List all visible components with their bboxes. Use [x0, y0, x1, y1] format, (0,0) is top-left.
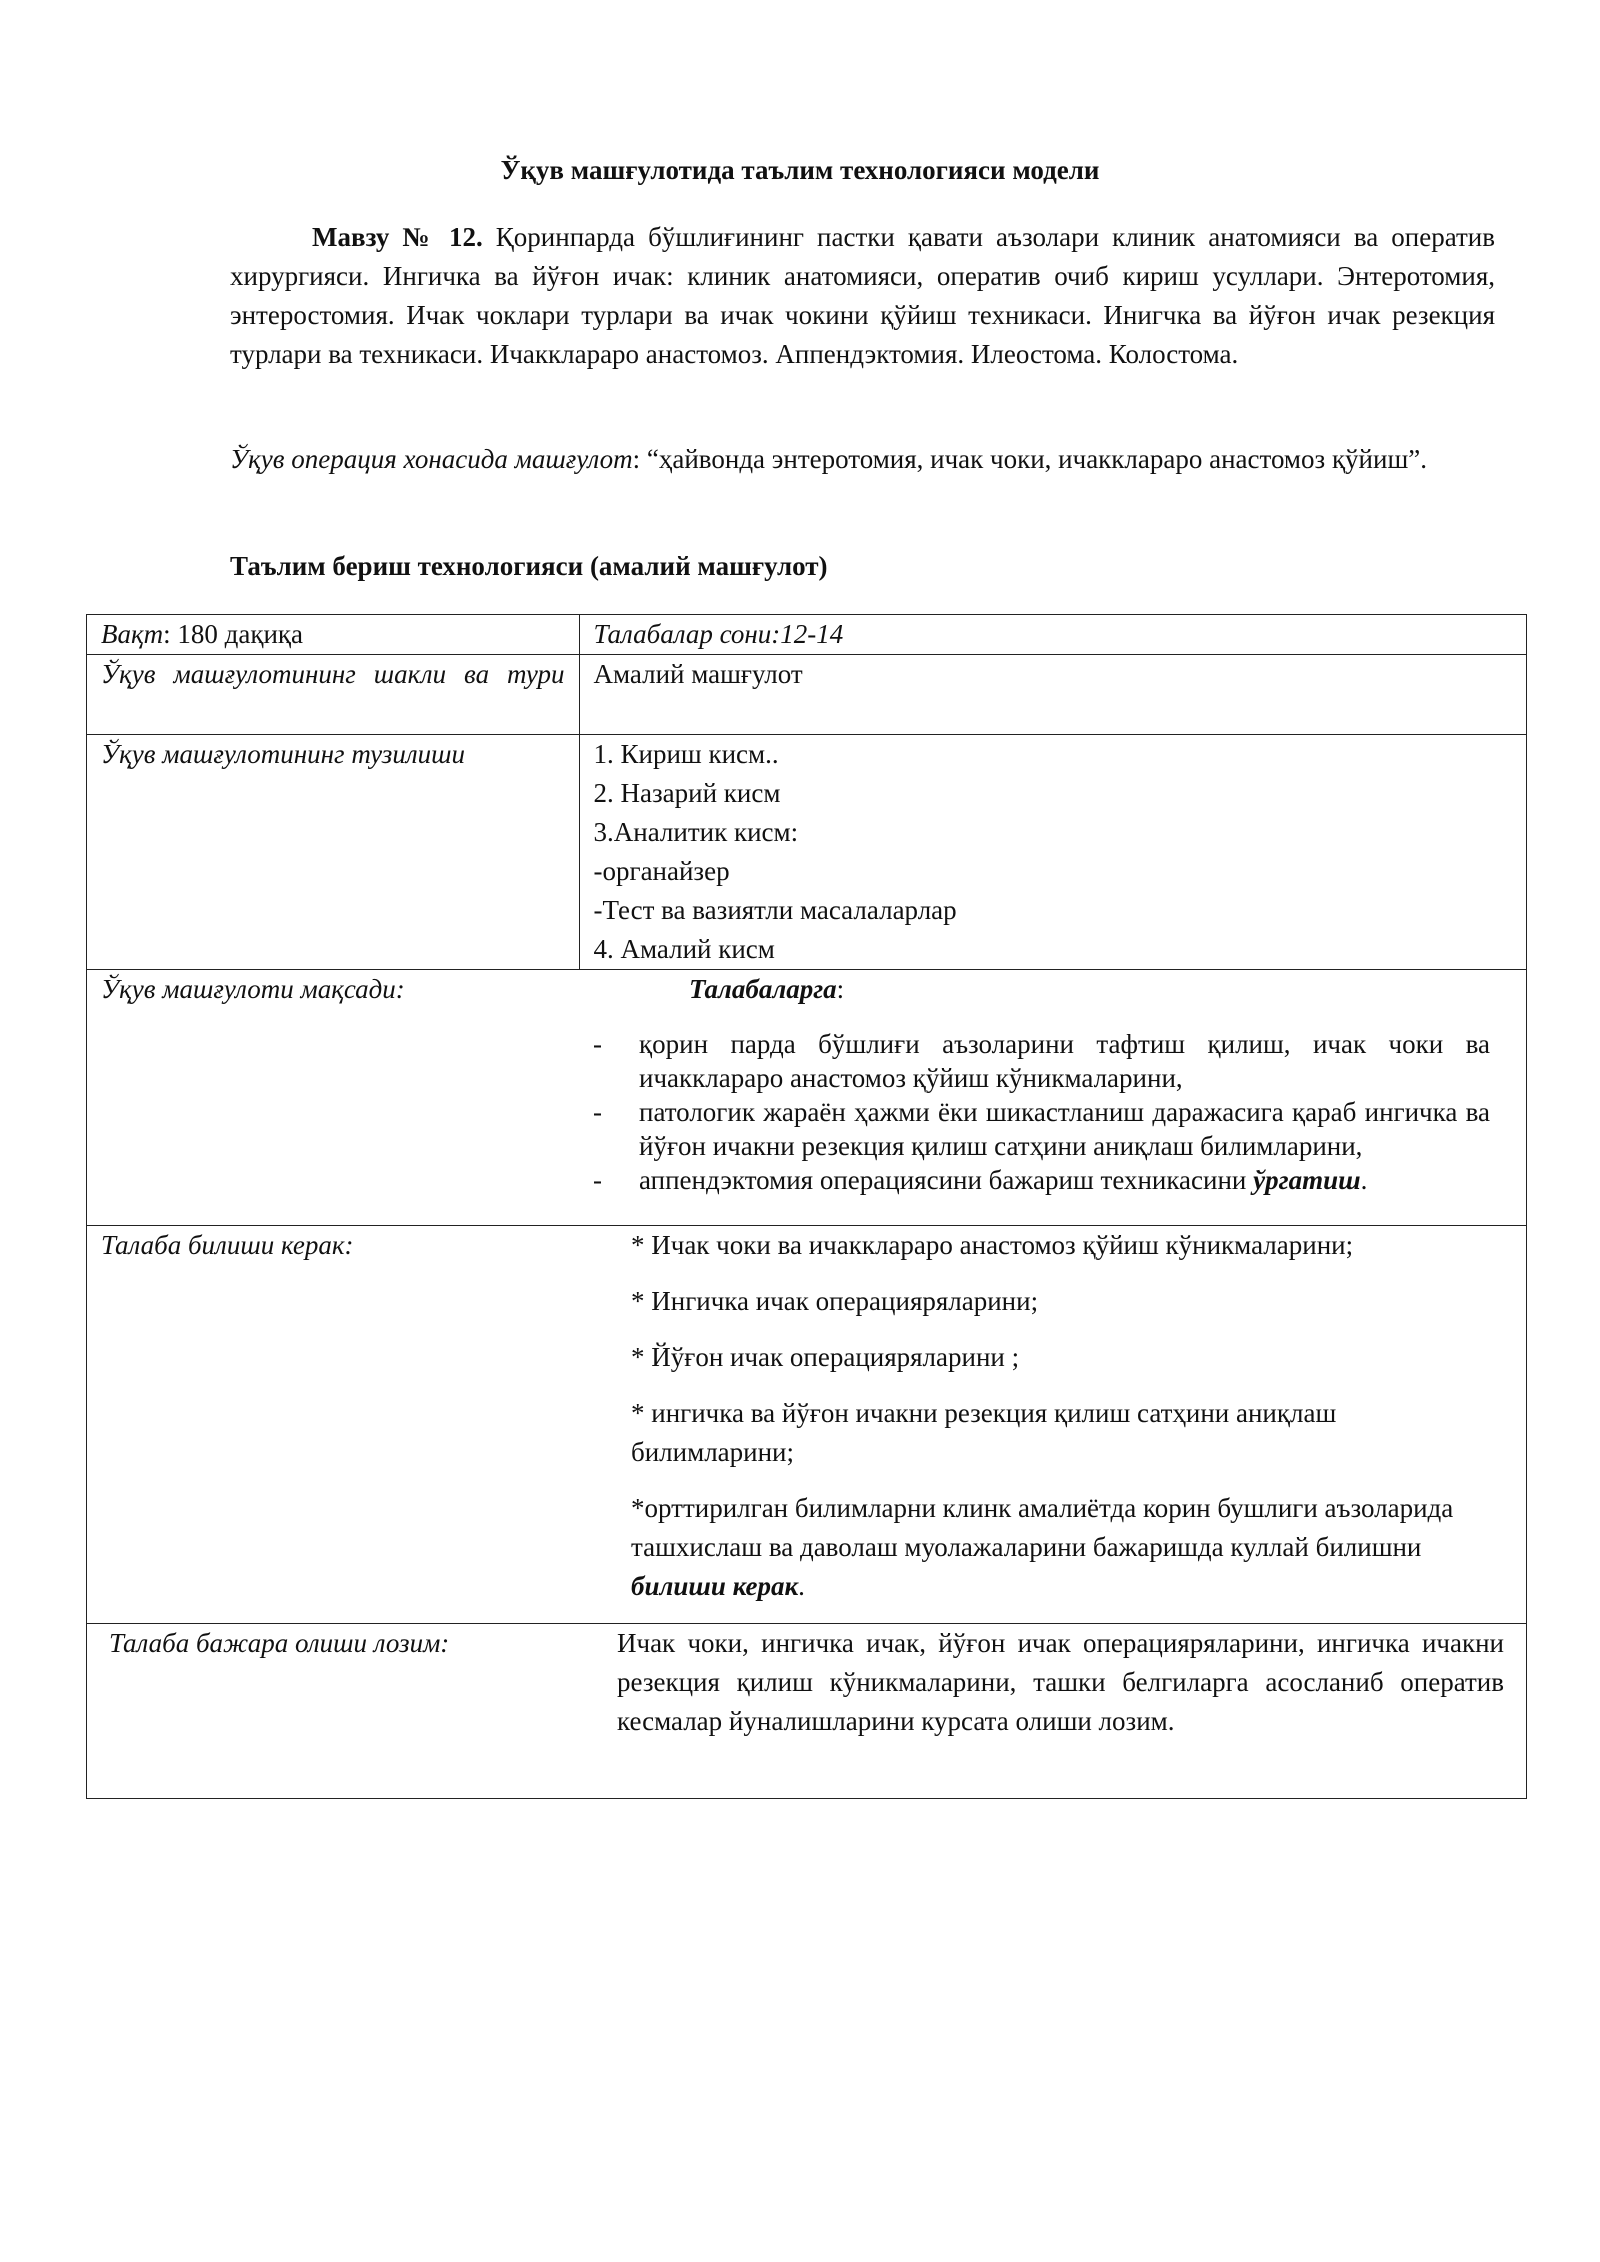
table-row	[87, 735, 1527, 970]
table-row	[87, 970, 1527, 1226]
know-item-text: *орттирилган билимларни клинк амалиётда корин бушлиги аъзоларида ташхислаш ва даволаш муолажаларини бажаришда куллай билишни	[631, 1493, 1454, 1562]
lesson-paragraph	[230, 440, 1495, 479]
structure-item: -органайзер	[593, 856, 730, 886]
structure-item: 4. Амалий кисм	[593, 934, 775, 964]
goal-head-suffix: :	[836, 974, 845, 1004]
model-table	[86, 614, 1527, 1799]
structure-item: 1. Кириш кисм..	[593, 739, 779, 769]
students-value: Талабалар сони:12-14	[593, 619, 844, 649]
goal-cell	[579, 970, 1527, 1226]
structure-cell	[579, 735, 1527, 970]
structure-item: 2. Назарий кисм	[593, 778, 781, 808]
topic-label: Мавзу № 12.	[312, 222, 483, 252]
list-item	[593, 1163, 1490, 1197]
list-item: * Ичак чоки ва ичакклараро анастомоз қўйиш кўникмаларини;	[631, 1230, 1354, 1260]
goal-label: Ўқув машғулоти мақсади:	[87, 970, 580, 1226]
form-label: Ўқув машғулотининг шакли ва тури	[87, 655, 580, 735]
topic-paragraph	[230, 218, 1495, 374]
know-label: Талаба билиши керак:	[87, 1226, 580, 1624]
lesson-label: Ўқув операция хонасида машғулот	[230, 444, 633, 474]
lesson-text: : “ҳайвонда энтеротомия, ичак чоки, ичакклараро анастомоз қўйиш”.	[632, 444, 1427, 474]
time-value: : 180 дақиқа	[163, 619, 304, 649]
goal-heading	[593, 970, 1512, 1009]
form-value: Амалий машғулот	[579, 655, 1527, 735]
time-label: Вақт	[101, 619, 164, 649]
know-emphasis: билиши керак	[631, 1571, 799, 1601]
goal-item-text: аппендэктомия операциясини бажариш техникасини	[639, 1165, 1247, 1195]
list-item: - қорин парда бўшлиғи аъзоларини тафтиш қилиш, ичак чоки ва ичакклараро анастомоз қўйиш кўникмаларини,	[593, 1027, 1490, 1095]
time-cell	[87, 615, 580, 655]
list-item: * ингичка ва йўғон ичакни резекция қилиш сатҳини аниқлаш билимларини;	[631, 1398, 1337, 1467]
must-value: Ичак чоки, ингичка ичак, йўғон ичак операцияряларини, ингичка ичакни резекция қилиш кўникмаларини, ташки белгиларга асосланиб оператив кесмалар йуналишларини курсата олиши лозим.	[579, 1624, 1527, 1799]
list-item: * Ингичка ичак операцияряларини;	[631, 1286, 1039, 1316]
goal-list	[593, 1027, 1490, 1197]
students-cell	[579, 615, 1527, 655]
structure-item: 3.Аналитик кисм:	[593, 817, 799, 847]
structure-label: Ўқув машғулотининг тузилиши	[87, 735, 580, 970]
table-row	[87, 1624, 1527, 1799]
table-row	[87, 615, 1527, 655]
goal-head-text: Талабаларга	[689, 974, 837, 1004]
list-item: * Йўғон ичак операцияряларини ;	[631, 1342, 1020, 1372]
know-suffix: .	[798, 1571, 805, 1601]
must-label: Талаба бажара олиши лозим:	[87, 1624, 580, 1799]
goal-suffix: .	[1360, 1165, 1368, 1195]
document-title: Ўқув машғулотида таълим технологияси модели	[500, 155, 1100, 185]
goal-emphasis: ўргатиш	[1253, 1165, 1361, 1195]
table-row	[87, 655, 1527, 735]
know-cell	[579, 1226, 1527, 1624]
section-subtitle: Таълим бериш технологияси (амалий машғулот)	[230, 551, 828, 581]
list-item	[593, 1489, 1496, 1606]
topic-text: Қоринпарда бўшлиғининг пастки қавати аъзолари клиник анатомияси ва оператив хирургияси. Ингичка ва йўғон ичак: клиник анатомияси, оператив очиб кириш усуллари. Энтеротомия, энтеростомия. Ичак чоклари турлари ва ичак чокини қўйиш техникаси. Инигчка ва йўғон ичак резекция турлари ва техникаси. Ичакклараро анастомоз. Аппендэктомия. Илеостома. Колостома.	[230, 222, 1496, 369]
table-row	[87, 1226, 1527, 1624]
structure-item: -Тест ва вазиятли масалаларлар	[593, 895, 957, 925]
list-item: - патологик жараён ҳажми ёки шикастланиш даражасига қараб ингичка ва йўғон ичакни резекция қилиш сатҳини аниқлаш билимларини,	[593, 1095, 1490, 1163]
